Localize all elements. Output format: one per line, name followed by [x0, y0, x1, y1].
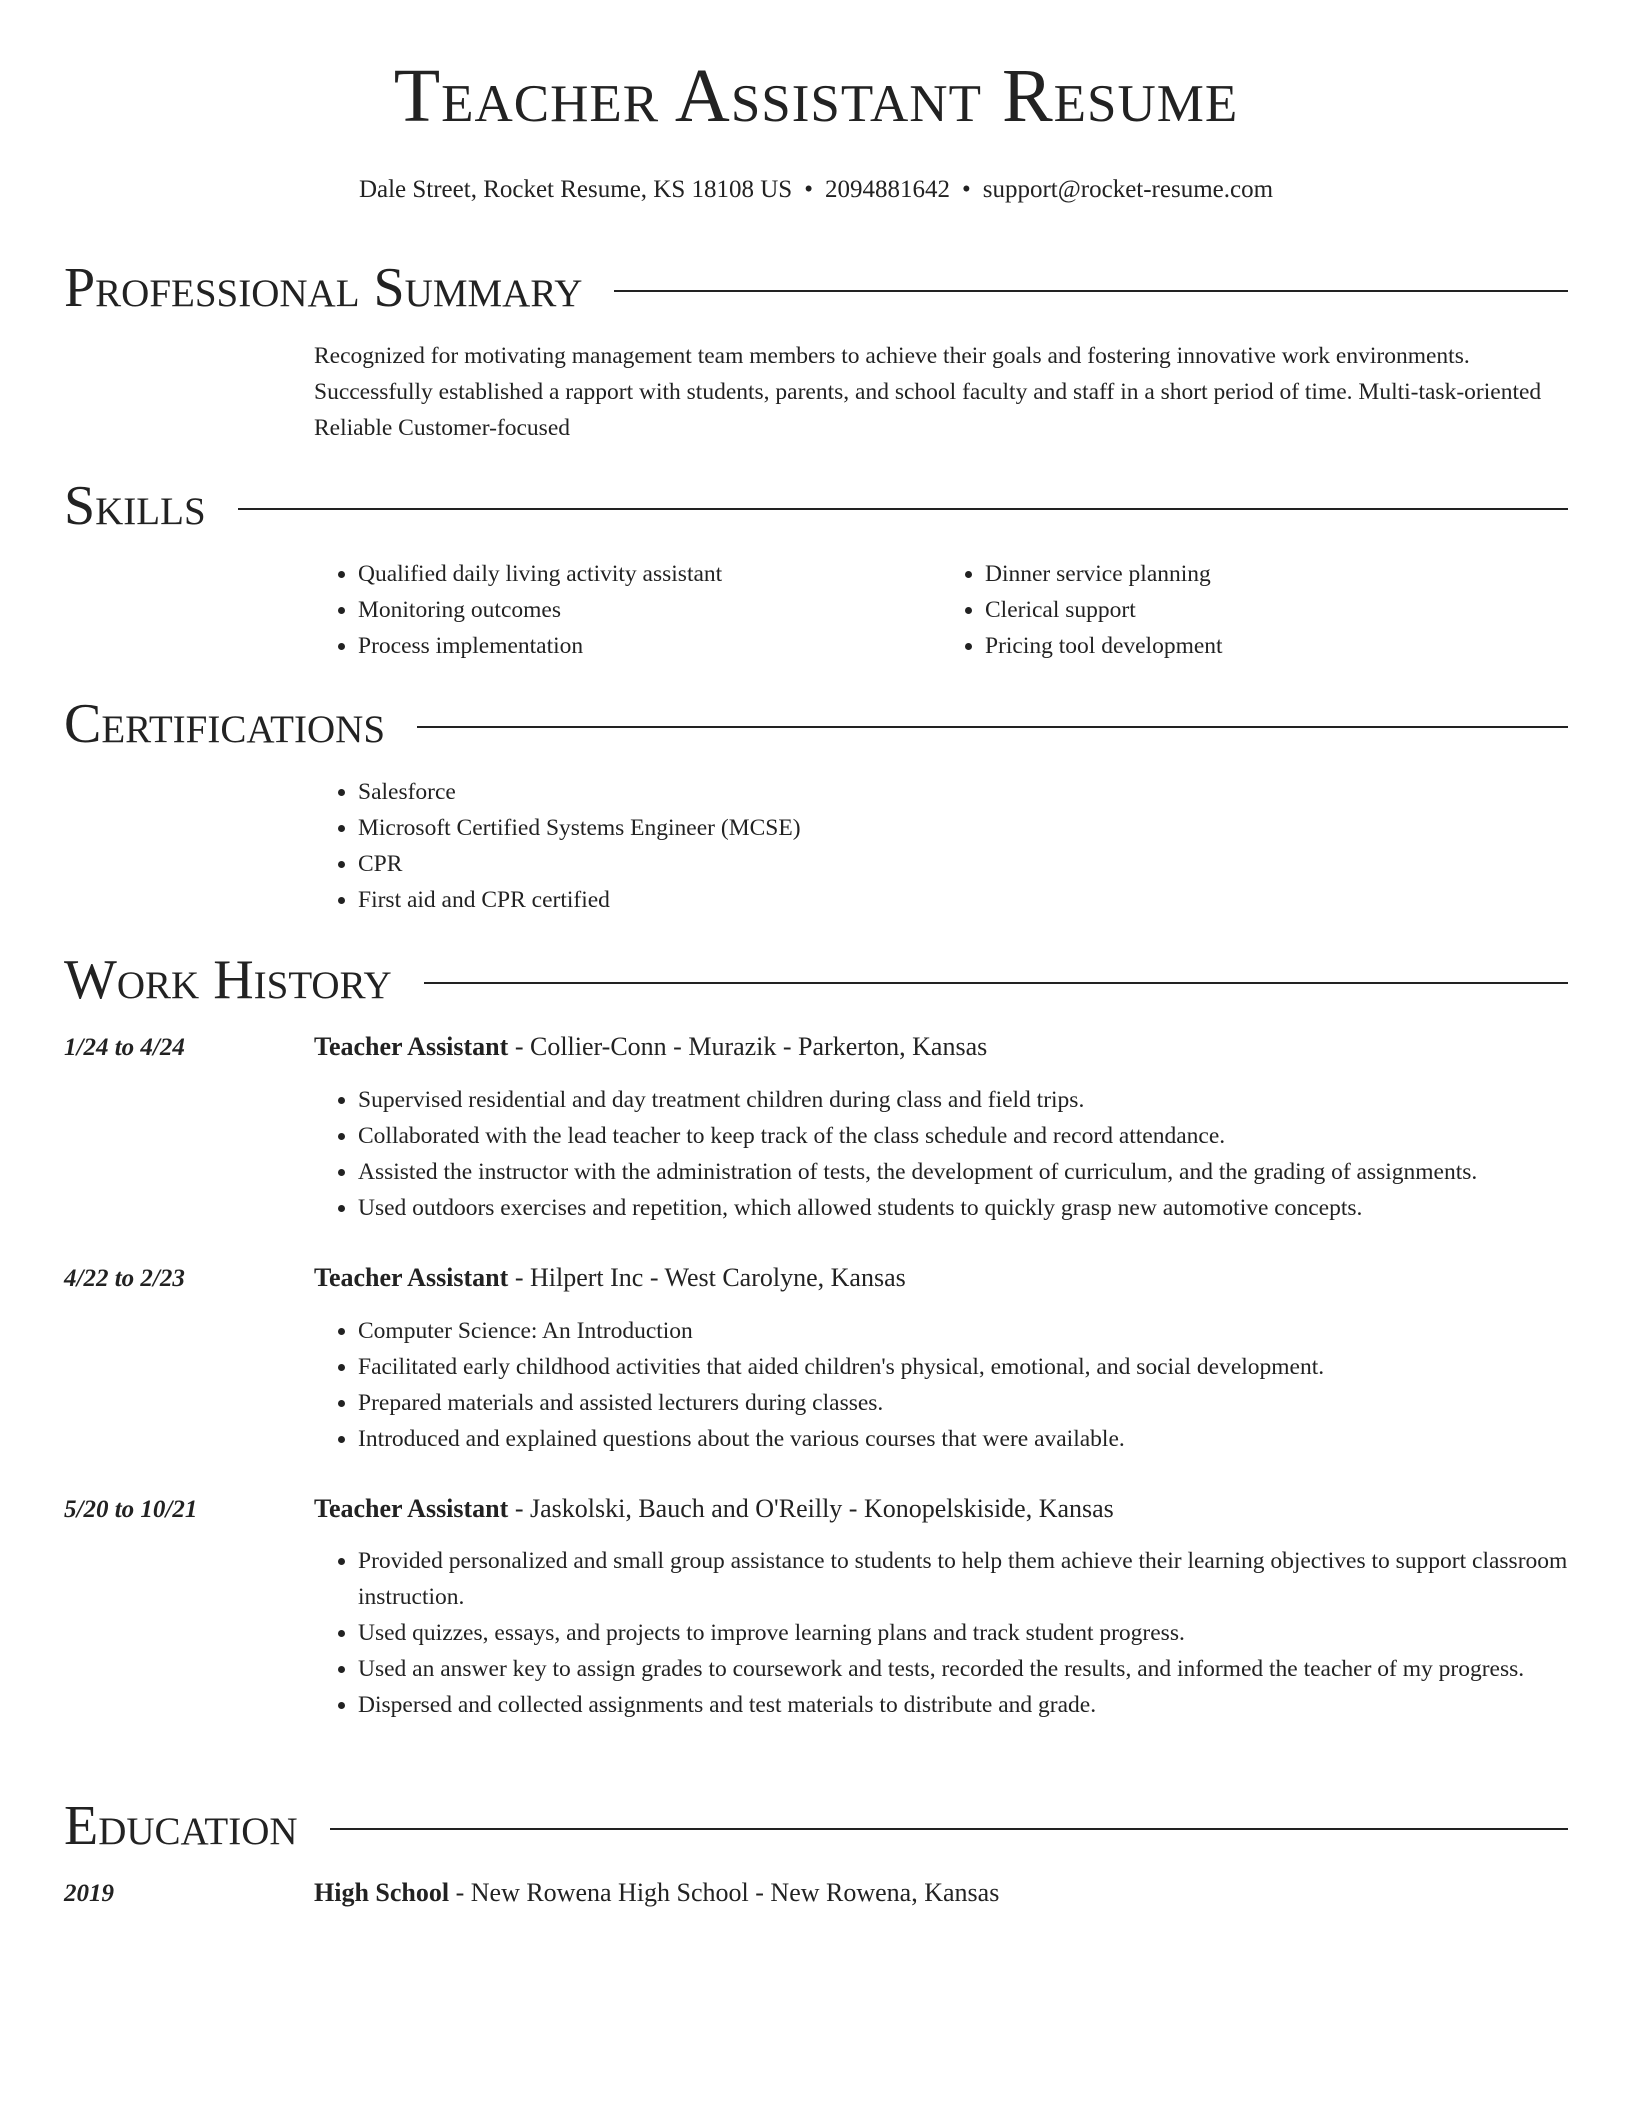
summary-section-header [64, 257, 1568, 319]
skill-item: • Qualified daily living activity assistant [358, 556, 941, 592]
skills-body [314, 556, 1568, 664]
job-details: - Collier-Conn - Murazik - Parkerton, Kansas [508, 1032, 988, 1061]
job-dates: 5/20 to 10/21 [64, 1496, 198, 1523]
job-header [314, 1263, 906, 1293]
job-bullet: • Facilitated early childhood activities that aided children's physical, emotional, and social development. [358, 1349, 1568, 1385]
job-bullet: • Prepared materials and assisted lecturers during classes. [358, 1385, 1568, 1421]
certification-item: • Salesforce [358, 774, 1568, 810]
contact-email[interactable]: support@rocket-resume.com [982, 176, 1274, 203]
certifications-heading: Certifications [64, 693, 386, 755]
job-bullet: • Provided personalized and small group assistance to students to help them achieve their learning objectives to support classroom instruction. [358, 1543, 1568, 1615]
section-divider [238, 508, 1568, 510]
job-bullets [314, 1313, 1568, 1457]
section-divider [424, 982, 1568, 984]
education-degree: High School [314, 1878, 450, 1907]
job-details: - Hilpert Inc - West Carolyne, Kansas [508, 1263, 906, 1292]
certifications-list [314, 774, 1568, 918]
contact-phone[interactable]: 2094881642 [824, 176, 950, 203]
job-details: - Jaskolski, Bauch and O'Reilly - Konopelskiside, Kansas [508, 1494, 1114, 1523]
skill-item: • Monitoring outcomes [358, 592, 941, 628]
job-role: Teacher Assistant [314, 1263, 509, 1292]
resume-title: Teacher Assistant Resume [393, 54, 1239, 138]
job-bullet: • Used outdoors exercises and repetition, which allowed students to quickly grasp new automotive concepts. [358, 1190, 1568, 1226]
education-year: 2019 [64, 1880, 114, 1907]
certifications-section-header [64, 693, 1568, 755]
education-section-header [64, 1795, 1568, 1857]
section-divider [417, 726, 1568, 728]
skills-list-left [314, 556, 941, 664]
contact-separator: • [961, 176, 971, 203]
education-details: - New Rowena High School - New Rowena, Kansas [449, 1878, 1000, 1907]
skill-item: • Pricing tool development [985, 628, 1568, 664]
education-header [314, 1878, 999, 1908]
job-role: Teacher Assistant [314, 1032, 509, 1061]
contact-address: Dale Street, Rocket Resume, KS 18108 US [358, 176, 793, 203]
summary-text: Recognized for motivating management team members to achieve their goals and fostering innovative work environments. Successfully established a rapport with students, parents, and school faculty and staff in a short period of time. Multi-task-oriented Reliable Customer-focused [314, 343, 1542, 441]
summary-heading: Professional Summary [64, 257, 583, 319]
skill-item: • Clerical support [985, 592, 1568, 628]
job-dates: 4/22 to 2/23 [64, 1265, 185, 1292]
job-dates: 1/24 to 4/24 [64, 1034, 185, 1061]
contact-separator: • [804, 176, 813, 203]
work-section-header [64, 949, 1568, 1011]
summary-body [314, 338, 1568, 446]
skills-section-header [64, 475, 1568, 537]
section-divider [330, 1828, 1568, 1830]
certification-item: • First aid and CPR certified [358, 882, 1568, 918]
job-role: Teacher Assistant [314, 1494, 509, 1523]
job-bullets [314, 1543, 1568, 1723]
job-bullet: • Collaborated with the lead teacher to keep track of the class schedule and record attendance. [358, 1118, 1568, 1154]
certification-item: • Microsoft Certified Systems Engineer (MCSE) [358, 810, 1568, 846]
section-divider [614, 290, 1568, 292]
work-heading: Work History [64, 949, 392, 1011]
skill-item: • Dinner service planning [985, 556, 1568, 592]
certifications-body [314, 774, 1568, 918]
job-bullet: • Assisted the instructor with the administration of tests, the development of curriculum, and the grading of assignments. [358, 1154, 1568, 1190]
contact-line [64, 176, 1568, 204]
job-bullet: • Introduced and explained questions about the various courses that were available. [358, 1421, 1568, 1457]
skills-list-right [941, 556, 1568, 664]
job-bullet: • Computer Science: An Introduction [358, 1313, 1568, 1349]
job-header [314, 1494, 1114, 1524]
job-header [314, 1032, 987, 1062]
certification-item: • CPR [358, 846, 1568, 882]
job-bullet: • Used an answer key to assign grades to coursework and tests, recorded the results, and informed the teacher of my progress. [358, 1651, 1568, 1687]
skills-heading: Skills [64, 475, 206, 537]
skill-item: • Process implementation [358, 628, 941, 664]
job-bullet: • Used quizzes, essays, and projects to improve learning plans and track student progress. [358, 1615, 1568, 1651]
job-bullets [314, 1082, 1568, 1226]
job-bullet: • Supervised residential and day treatment children during class and field trips. [358, 1082, 1568, 1118]
job-bullet: • Dispersed and collected assignments and test materials to distribute and grade. [358, 1687, 1568, 1723]
education-heading: Education [64, 1795, 298, 1857]
